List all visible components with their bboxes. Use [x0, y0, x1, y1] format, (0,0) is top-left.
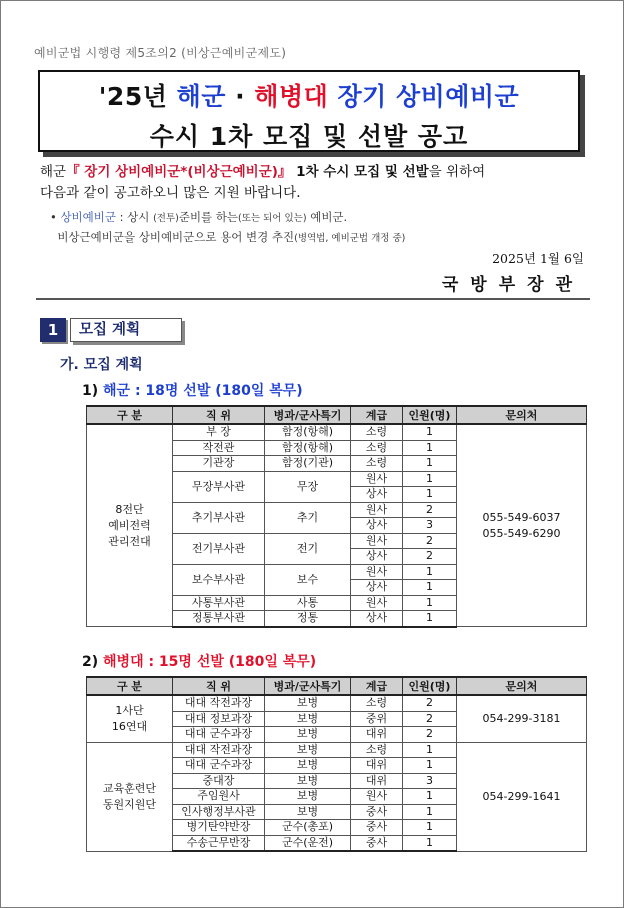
table-row	[87, 695, 587, 711]
rank-cell: 상사	[351, 518, 403, 534]
specialty-cell: 정통	[265, 611, 351, 627]
position-cell: 기관장	[173, 456, 265, 472]
position-cell: 작전관	[173, 440, 265, 456]
count-cell: 1	[403, 820, 457, 836]
rank-cell: 원사	[351, 471, 403, 487]
column-header: 문의처	[457, 406, 587, 424]
column-header: 병과/군사특기	[265, 677, 351, 695]
position-cell: 수송근무반장	[173, 835, 265, 851]
position-cell: 무장부사관	[173, 471, 265, 502]
title-marine: 해병대	[254, 82, 329, 111]
section-label: 모집 계획	[70, 318, 182, 342]
specialty-cell: 보수	[265, 564, 351, 595]
position-cell: 중대장	[173, 773, 265, 789]
count-cell: 3	[403, 773, 457, 789]
column-header: 문의처	[457, 677, 587, 695]
rank-cell: 중위	[351, 711, 403, 727]
section-number: 1	[40, 318, 66, 342]
count-cell: 3	[403, 518, 457, 534]
specialty-cell: 보병	[265, 711, 351, 727]
rank-cell: 소령	[351, 742, 403, 758]
unit-cell: 1사단 16연대	[87, 695, 173, 742]
column-header: 인원(명)	[403, 406, 457, 424]
count-cell: 1	[403, 835, 457, 851]
count-cell: 1	[403, 804, 457, 820]
column-header: 계급	[351, 677, 403, 695]
navy-recruit-table	[86, 405, 587, 628]
rank-cell: 중사	[351, 820, 403, 836]
rank-cell: 상사	[351, 580, 403, 596]
navy-heading: 1) 해군 : 18명 선발 (180일 복무)	[82, 383, 303, 399]
rank-cell: 원사	[351, 502, 403, 518]
section-header	[40, 318, 176, 344]
title-navy: 해군	[176, 82, 226, 111]
intro-paragraph: 해군『 장기 상비예비군*(비상근예비군)』 1차 수시 모집 및 선발을 위하여 다음과 같이 공고하오니 많은 지원 바랍니다.	[40, 164, 486, 201]
count-cell: 2	[403, 549, 457, 565]
count-cell: 1	[403, 440, 457, 456]
count-cell: 2	[403, 502, 457, 518]
specialty-cell: 보병	[265, 695, 351, 711]
divider	[36, 298, 590, 300]
count-cell: 1	[403, 456, 457, 472]
contact-cell: 055-549-6037 055-549-6290	[457, 424, 587, 627]
position-cell: 전기부사관	[173, 533, 265, 564]
specialty-cell: 함정(항해)	[265, 440, 351, 456]
specialty-cell: 무장	[265, 471, 351, 502]
rank-cell: 상사	[351, 487, 403, 503]
specialty-cell: 추기	[265, 502, 351, 533]
rank-cell: 대위	[351, 773, 403, 789]
specialty-cell: 보병	[265, 804, 351, 820]
column-header: 인원(명)	[403, 677, 457, 695]
title-line-1: '25년 해군 · 해병대 장기 상비예비군	[98, 82, 520, 111]
rank-cell: 원사	[351, 533, 403, 549]
title-box	[38, 70, 580, 152]
unit-cell: 8전단 예비전력 관리전대	[87, 424, 173, 627]
table-header-row	[87, 677, 587, 695]
specialty-cell: 함정(항해)	[265, 424, 351, 440]
count-cell: 1	[403, 424, 457, 440]
specialty-cell: 보병	[265, 758, 351, 774]
title-line-2: 수시 1차 모집 및 선발 공고	[149, 122, 469, 151]
position-cell: 인사행정부사관	[173, 804, 265, 820]
specialty-cell: 보병	[265, 742, 351, 758]
contact-cell: 054-299-3181	[457, 695, 587, 742]
rank-cell: 상사	[351, 549, 403, 565]
rank-cell: 원사	[351, 564, 403, 580]
terminology-note: • 상비예비군 : 상시 (전투)준비를 하는(또는 되어 있는) 예비군. 비상근예비군을 상비예비군으로 용어 변경 추진(병역법, 예비군법 개정 중)	[50, 210, 406, 244]
law-reference: 예비군법 시행령 제5조의2 (비상근예비군제도)	[34, 46, 287, 60]
specialty-cell: 전기	[265, 533, 351, 564]
specialty-cell: 보병	[265, 773, 351, 789]
column-header: 병과/군사특기	[265, 406, 351, 424]
specialty-cell: 사통	[265, 595, 351, 611]
position-cell: 사통부사관	[173, 595, 265, 611]
column-header: 직 위	[173, 677, 265, 695]
specialty-cell: 군수(운전)	[265, 835, 351, 851]
position-cell: 정통부사관	[173, 611, 265, 627]
specialty-cell: 함정(기관)	[265, 456, 351, 472]
unit-cell: 교육훈련단 동원지원단	[87, 742, 173, 851]
column-header: 구 분	[87, 406, 173, 424]
position-cell: 대대 작전과장	[173, 742, 265, 758]
position-cell: 병기탄약반장	[173, 820, 265, 836]
rank-cell: 소령	[351, 695, 403, 711]
rank-cell: 중사	[351, 804, 403, 820]
table-row	[87, 424, 587, 440]
marine-heading: 2) 해병대 : 15명 선발 (180일 복무)	[82, 654, 317, 670]
rank-cell: 원사	[351, 789, 403, 805]
count-cell: 2	[403, 533, 457, 549]
contact-cell: 054-299-1641	[457, 742, 587, 851]
specialty-cell: 보병	[265, 789, 351, 805]
count-cell: 1	[403, 789, 457, 805]
rank-cell: 소령	[351, 440, 403, 456]
rank-cell: 중사	[351, 835, 403, 851]
position-cell: 대대 군수과장	[173, 758, 265, 774]
rank-cell: 대위	[351, 727, 403, 743]
count-cell: 1	[403, 487, 457, 503]
rank-cell: 대위	[351, 758, 403, 774]
position-cell: 대대 정보과장	[173, 711, 265, 727]
count-cell: 1	[403, 742, 457, 758]
column-header: 구 분	[87, 677, 173, 695]
rank-cell: 소령	[351, 424, 403, 440]
column-header: 직 위	[173, 406, 265, 424]
announcement-date: 2025년 1월 6일	[492, 251, 584, 266]
position-cell: 추기부사관	[173, 502, 265, 533]
position-cell: 주임원사	[173, 789, 265, 805]
position-cell: 대대 군수과장	[173, 727, 265, 743]
count-cell: 1	[403, 580, 457, 596]
count-cell: 2	[403, 695, 457, 711]
issuer-minister: 국방부장관	[441, 275, 584, 295]
count-cell: 1	[403, 758, 457, 774]
count-cell: 1	[403, 471, 457, 487]
position-cell: 대대 작전과장	[173, 695, 265, 711]
count-cell: 1	[403, 611, 457, 627]
subsection-title: 가. 모집 계획	[60, 357, 143, 373]
position-cell: 부 장	[173, 424, 265, 440]
rank-cell: 원사	[351, 595, 403, 611]
rank-cell: 상사	[351, 611, 403, 627]
count-cell: 1	[403, 564, 457, 580]
rank-cell: 소령	[351, 456, 403, 472]
marine-recruit-table	[86, 676, 587, 852]
specialty-cell: 보병	[265, 727, 351, 743]
table-header-row	[87, 406, 587, 424]
position-cell: 보수부사관	[173, 564, 265, 595]
count-cell: 2	[403, 727, 457, 743]
table-row	[87, 742, 587, 758]
specialty-cell: 군수(총포)	[265, 820, 351, 836]
count-cell: 2	[403, 711, 457, 727]
count-cell: 1	[403, 595, 457, 611]
column-header: 계급	[351, 406, 403, 424]
